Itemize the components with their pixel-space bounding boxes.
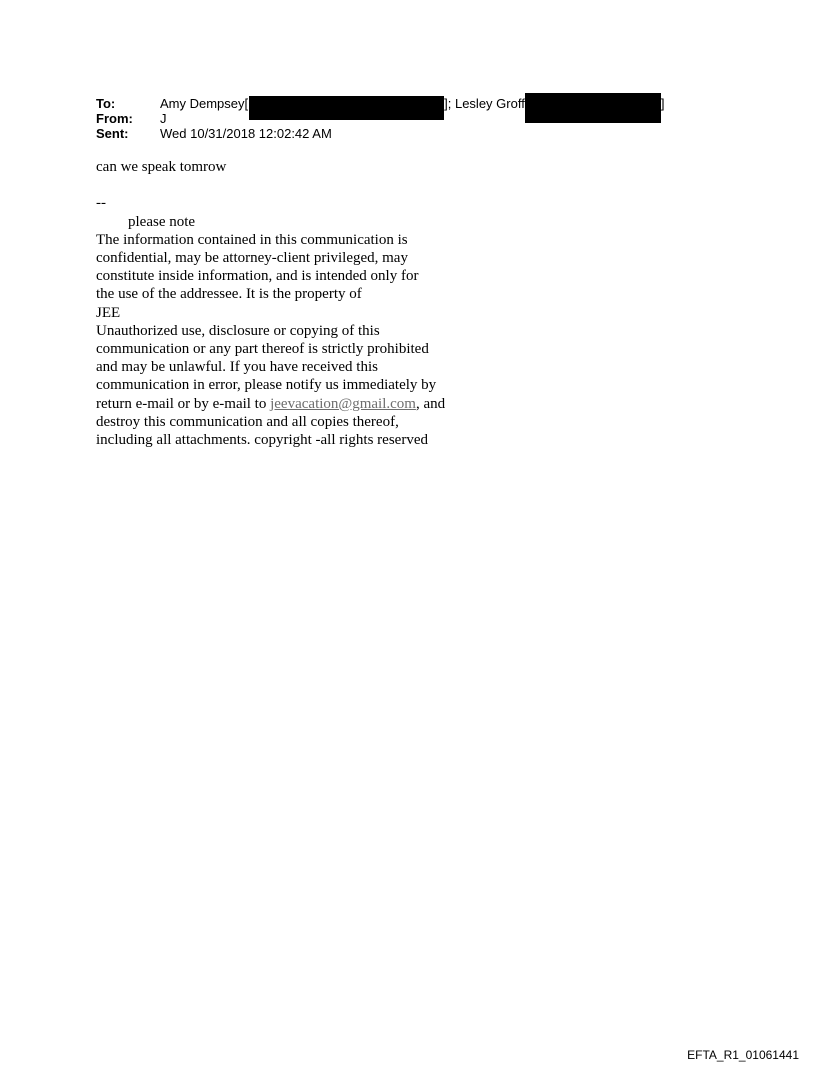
sent-label: Sent: (96, 126, 129, 141)
disclaimer-line: JEE (96, 304, 121, 321)
email-link[interactable]: jeevacation@gmail.com (270, 395, 416, 412)
to-value (160, 96, 664, 123)
return-suffix: , and (415, 395, 446, 412)
note-heading: please note (128, 213, 196, 230)
to-separator: ]; Lesley Groff (444, 96, 525, 111)
disclaimer-line: and may be unlawful. If you have received this (96, 359, 378, 376)
signature-separator: -- (96, 195, 106, 212)
disclaimer-line: Unauthorized use, disclosure or copying of this (96, 322, 380, 339)
document-id: EFTA_R1_01061441 (687, 1048, 799, 1062)
to-recipient-1: Amy Dempsey[ (160, 96, 249, 111)
sent-value: Wed 10/31/2018 12:02:42 AM (160, 126, 332, 141)
to-row (96, 96, 664, 111)
to-end-bracket: ] (660, 96, 665, 111)
from-label: From: (96, 111, 133, 126)
disclaimer-line: including all attachments. copyright -all rights reserved (96, 432, 428, 449)
disclaimer-line: communication in error, please notify us immediately by (96, 377, 437, 394)
disclaimer-line: the use of the addressee. It is the property of (96, 286, 362, 303)
sent-row (96, 126, 664, 141)
from-value: J (160, 111, 167, 126)
redaction-block (525, 93, 661, 123)
email-header (96, 96, 664, 141)
disclaimer-line: communication or any part thereof is strictly prohibited (96, 341, 429, 358)
disclaimer-line-with-link (96, 395, 476, 413)
disclaimer-line: The information contained in this communication is (96, 231, 408, 248)
disclaimer-line: confidential, may be attorney-client privileged, may (96, 250, 408, 267)
to-label: To: (96, 96, 116, 111)
disclaimer-line: destroy this communication and all copies thereof, (96, 413, 399, 430)
message-text: can we speak tomrow (96, 159, 227, 175)
redaction-block (249, 96, 444, 120)
spacer (96, 176, 476, 194)
email-body (96, 158, 476, 449)
disclaimer-line: constitute inside information, and is intended only for (96, 268, 419, 285)
return-prefix: return e-mail or by e-mail to (96, 395, 271, 412)
